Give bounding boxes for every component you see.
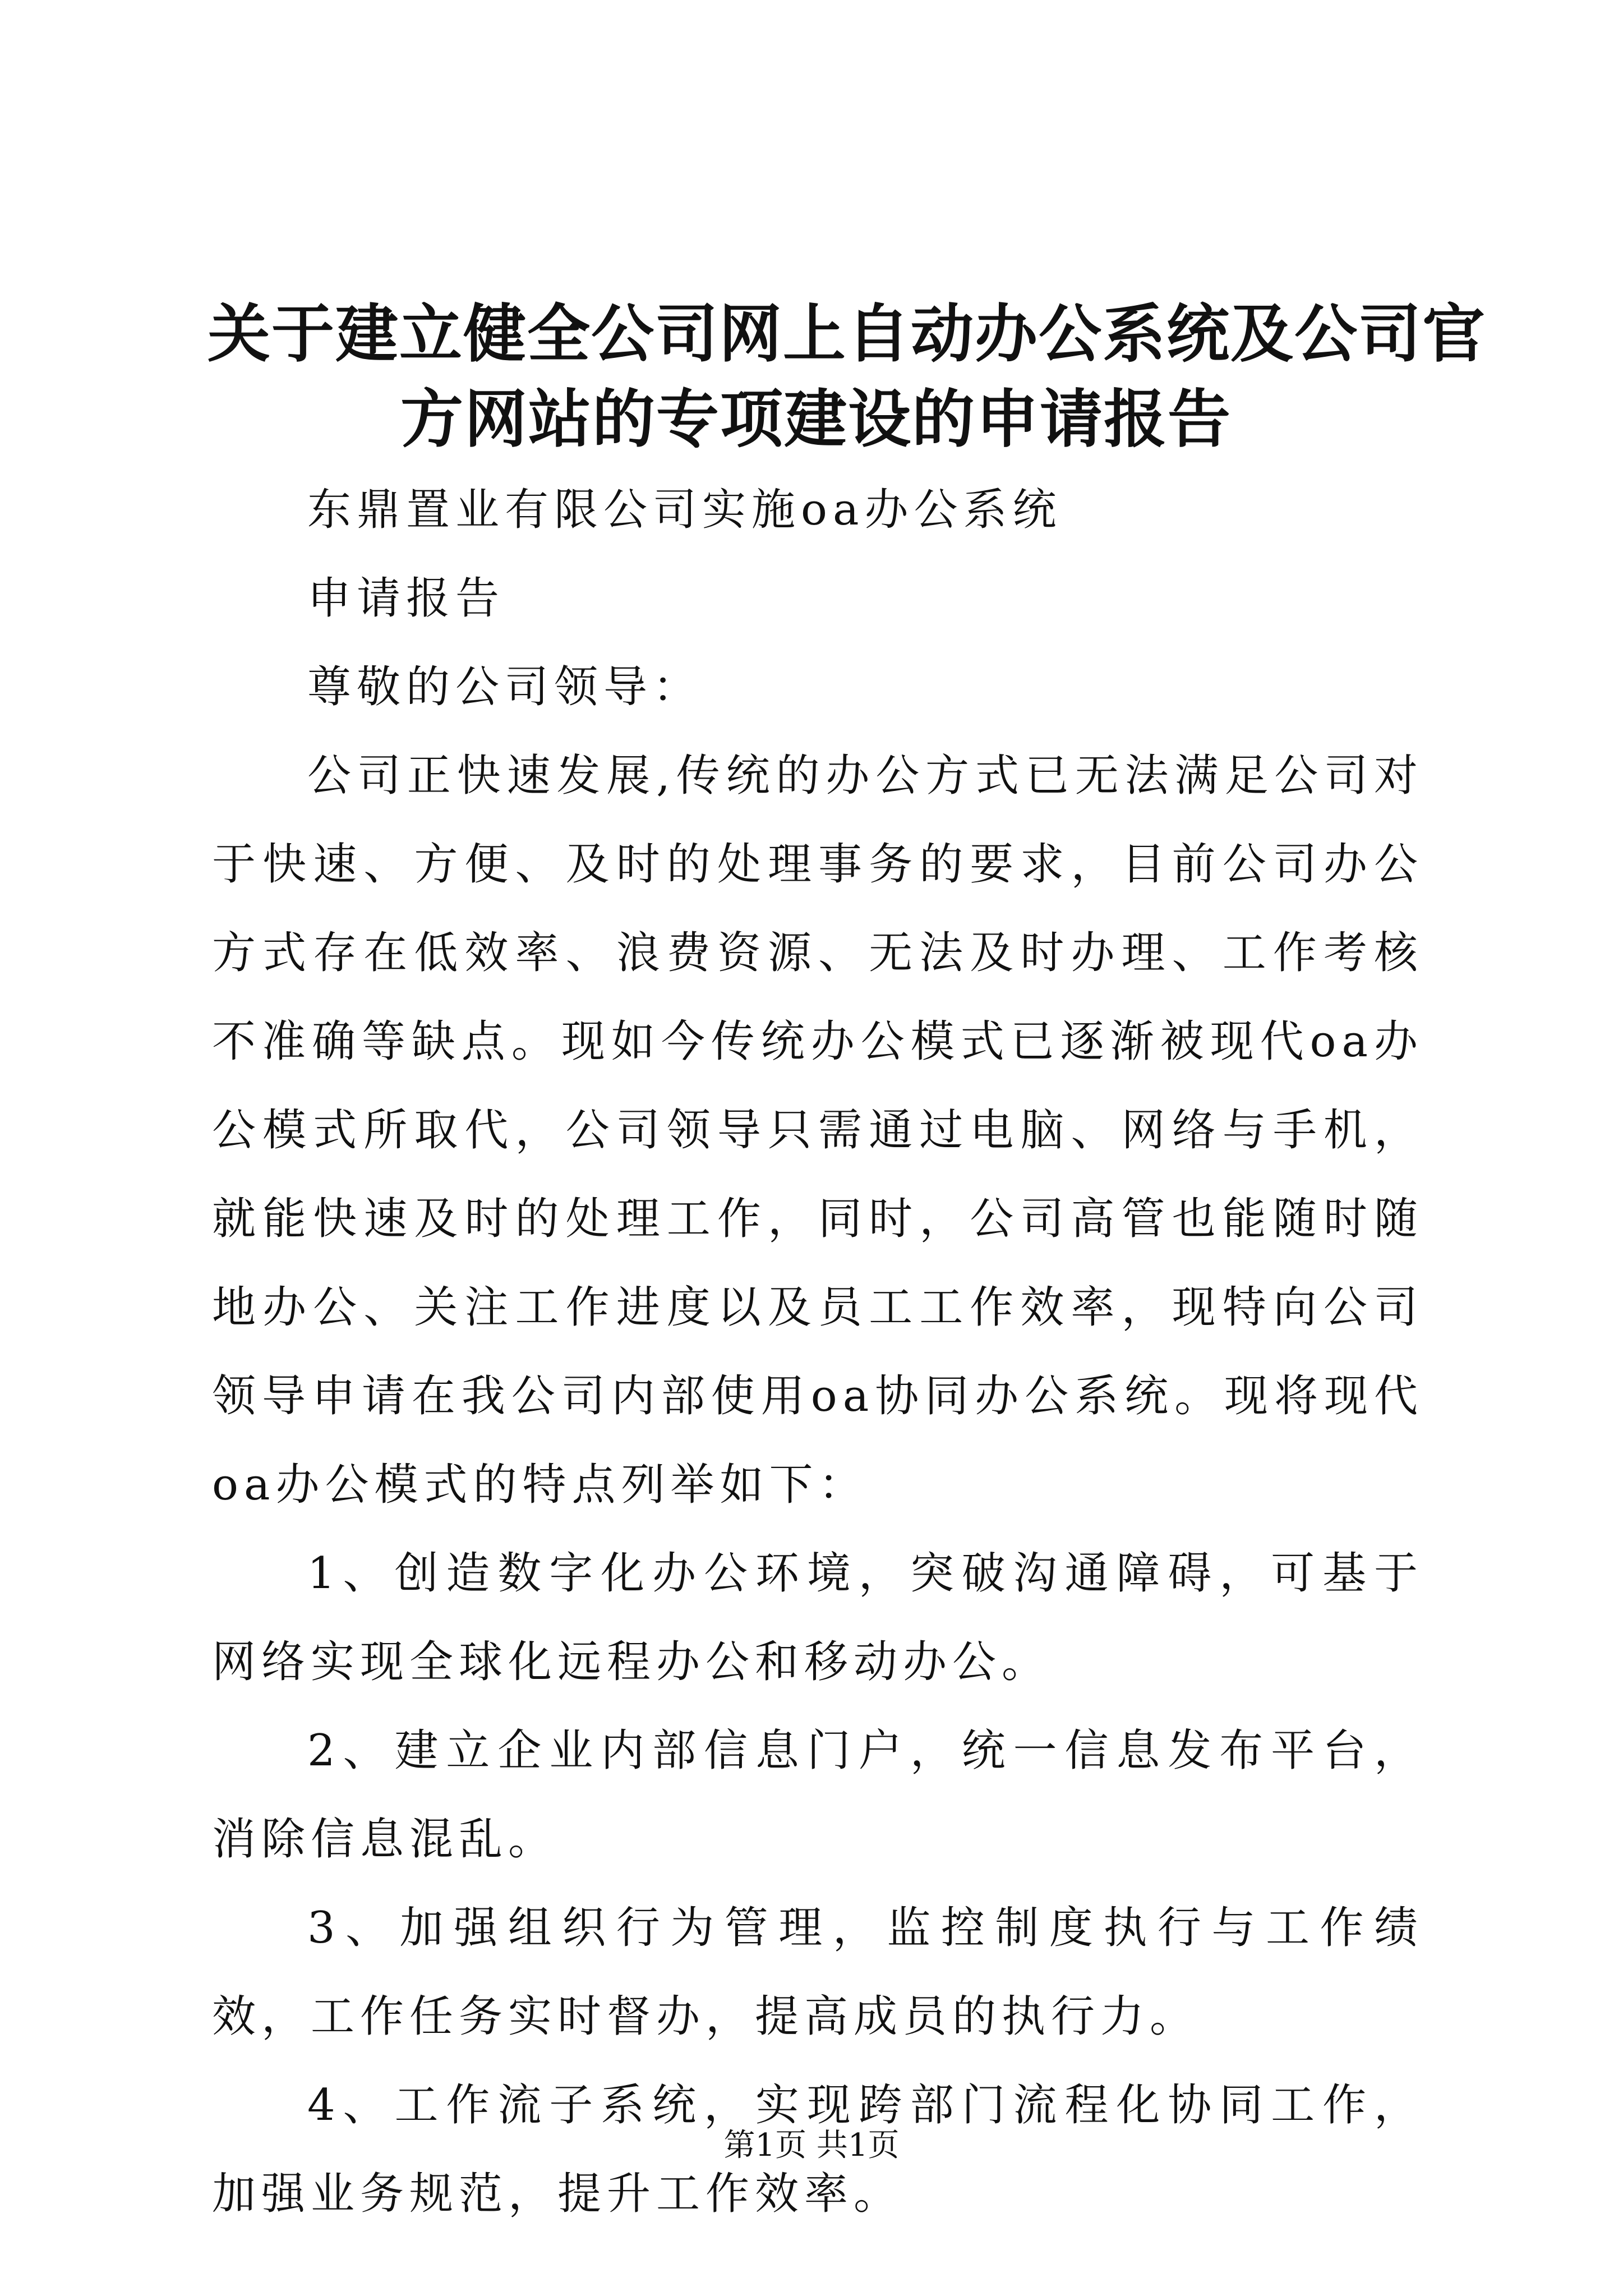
document-title (208, 292, 1486, 462)
salutation: 尊敬的公司领导： (307, 662, 703, 712)
title-line-2: 方网站的专项建设的申请报告 (400, 383, 1232, 456)
main-paragraph: 公司正快速发展,传统的办公方式已无法满足公司对于快速、方便、及时的处理事务的要求，目前公司办公方式存在低效率、浪费资源、无法及时办理、工作考核不准确等缺点。现如今传统办公模式已逐渐被现代oa办公模式所取代，公司领导只需通过电脑、网络与手机，就能快速及时的处理工作，同时，公司高管也能随时随地办公、关注工作进度以及员工工作效率，现特向公司领导申请在我公司内部使用oa协同办公系统。现将现代oa办公模式的特点列举如下： (212, 751, 1423, 1510)
report-label: 申请报告 (307, 573, 505, 624)
list-item-4: 4、工作流子系统，实现跨部门流程化协同工作，加强业务规范，提升工作效率。 (212, 2080, 1423, 2219)
company-line: 东鼎置业有限公司实施oa办公系统 (307, 485, 1062, 535)
list-item-3: 3、加强组织行为管理，监控制度执行与工作绩效，工作任务实时督办，提高成员的执行力。 (212, 1903, 1423, 2042)
list-item-2: 2、建立企业内部信息门户，统一信息发布平台，消除信息混乱。 (212, 1726, 1423, 1865)
document-body (212, 466, 1423, 2238)
page-footer: 第1页 共1页 (723, 2127, 900, 2164)
list-item-1: 1、创造数字化办公环境，突破沟通障碍，可基于网络实现全球化远程办公和移动办公。 (212, 1548, 1423, 1687)
title-line-1: 关于建立健全公司网上自动办公系统及公司官 (208, 297, 1486, 371)
